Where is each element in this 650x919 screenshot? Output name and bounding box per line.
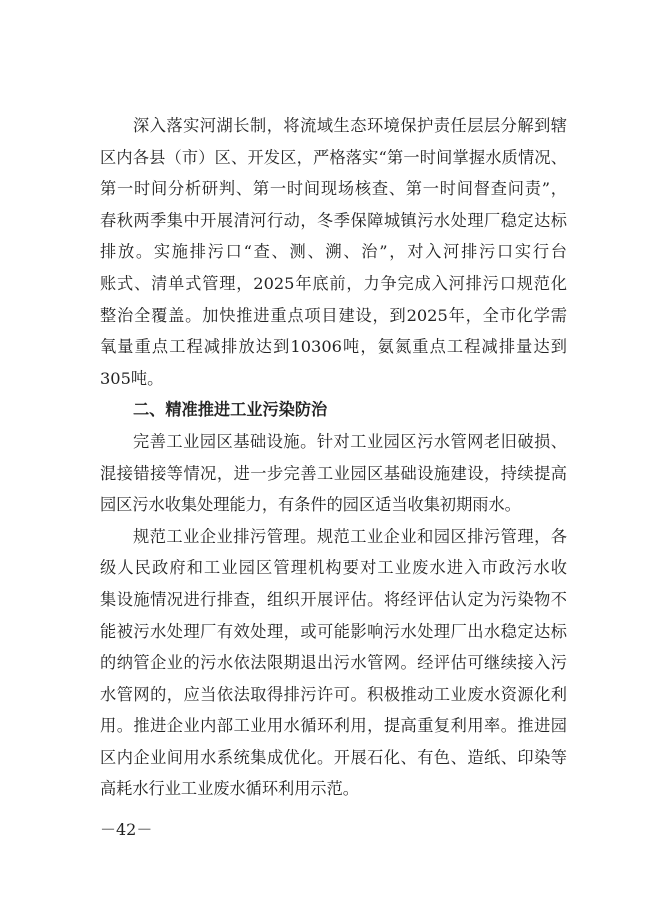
text-line: 用。推进企业内部工业用水循环利用，提高重复利用率。推进园 xyxy=(100,716,567,736)
text-line: 第一时间分析研判、第一时间现场核查、第一时间督查问责”， xyxy=(100,179,567,199)
text-line: 集设施情况进行排查，组织开展评估。将经评估认定为污染物不 xyxy=(100,589,567,609)
text-line: 级人民政府和工业园区管理机构要对工业废水进入市政污水收 xyxy=(100,558,567,578)
text-line: 排放。实施排污口“查、测、溯、治”，对入河排污口实行台 xyxy=(100,242,567,262)
text-line: 区内各县（市）区、开发区，严格落实“第一时间掌握水质情况、 xyxy=(100,147,567,167)
text-line: 完善工业园区基础设施。针对工业园区污水管网老旧破损、 xyxy=(133,431,567,451)
text-line: 高耗水行业工业废水循环利用示范。 xyxy=(100,779,359,799)
page-number: －42－ xyxy=(100,820,153,839)
text-line: 整治全覆盖。加快推进重点项目建设，到2025年，全市化学需 xyxy=(100,305,567,325)
text-line: 春秋两季集中开展清河行动，冬季保障城镇污水处理厂稳定达标 xyxy=(100,210,567,230)
text-line: 氧量重点工程减排放达到10306吨，氨氮重点工程减排量达到 xyxy=(100,337,567,357)
text-line: 混接错接等情况，进一步完善工业园区基础设施建设，持续提高 xyxy=(100,463,567,483)
text-line: 深入落实河湖长制，将流域生态环境保护责任层层分解到辖 xyxy=(133,116,567,135)
document-body xyxy=(100,110,567,805)
text-line: 园区污水收集处理能力，有条件的园区适当收集初期雨水。 xyxy=(100,495,521,515)
text-line: 账式、清单式管理，2025年底前，力争完成入河排污口规范化 xyxy=(100,273,567,293)
text-line: 区内企业间用水系统集成优化。开展石化、有色、造纸、印染等 xyxy=(100,747,567,767)
text-line: 水管网的，应当依法取得排污许可。积极推动工业废水资源化利 xyxy=(100,684,567,704)
text-line: 305吨。 xyxy=(100,368,164,388)
paragraph-river-lake-chief xyxy=(100,110,567,394)
section-heading: 二、精准推进工业污染防治 xyxy=(133,400,328,420)
paragraph-industrial-park-infrastructure xyxy=(100,426,567,521)
paragraph-industrial-discharge-management xyxy=(100,521,567,805)
text-line: 规范工业企业排污管理。规范工业企业和园区排污管理，各 xyxy=(133,526,567,546)
text-line: 能被污水处理厂有效处理，或可能影响污水处理厂出水稳定达标 xyxy=(100,621,567,641)
text-line: 的纳管企业的污水依法限期退出污水管网。经评估可继续接入污 xyxy=(100,653,567,673)
